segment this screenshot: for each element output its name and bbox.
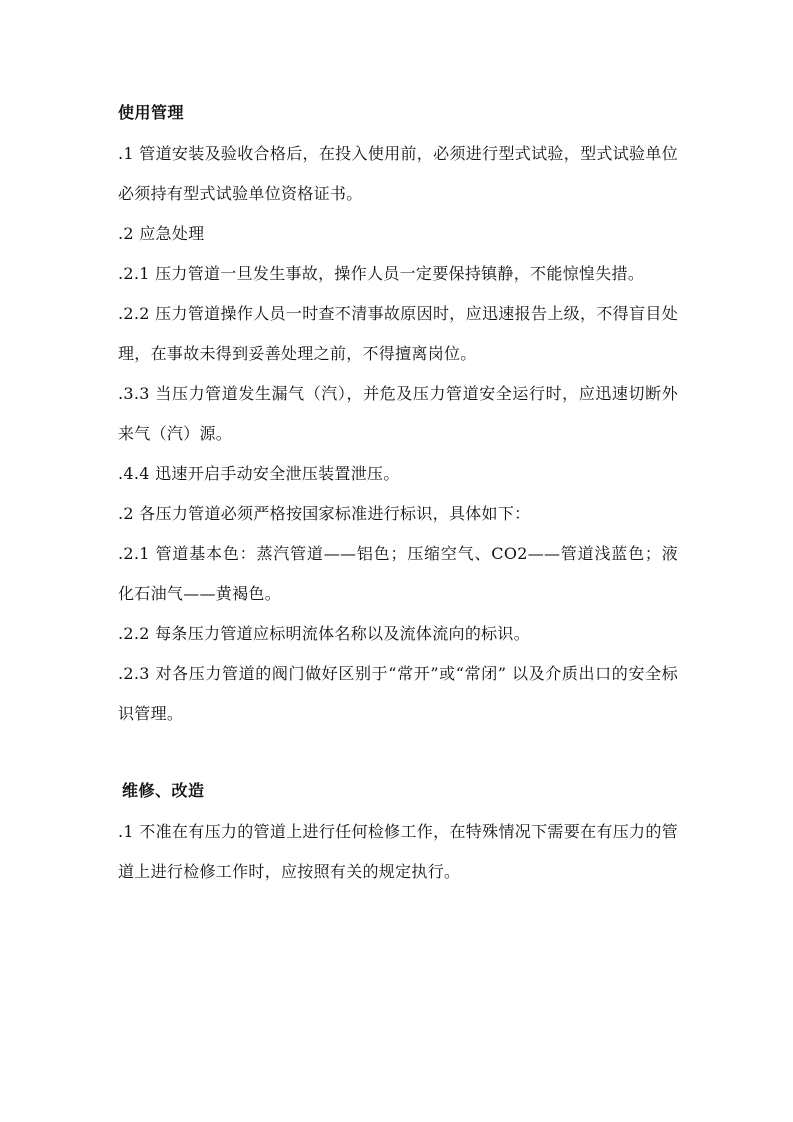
paragraph-2-2-flow: .2.2 每条压力管道应标明流体名称以及流体流向的标识。 — [118, 624, 531, 643]
section-heading-maintenance: 维修、改造 — [122, 781, 205, 800]
paragraph-4-4: .4.4 迅速开启手动安全泄压装置泄压。 — [118, 464, 400, 483]
section-heading-usage-management: 使用管理 — [118, 103, 185, 122]
paragraph-2-marking: .2 各压力管道必须严格按国家标准进行标识，具体如下： — [118, 504, 531, 523]
paragraph-2-1-colors: .2.1 管道基本色：蒸汽管道——铝色；压缩空气、CO2——管道浅蓝色；液化石油气——黄褐色。 — [118, 544, 678, 603]
paragraph-3-3: .3.3 当压力管道发生漏气（汽），并危及压力管道安全运行时，应迅速切断外来气（汽）源。 — [118, 384, 678, 443]
paragraph-2: .2 应急处理 — [118, 224, 205, 243]
paragraph-maintenance-1: .1 不准在有压力的管道上进行任何检修工作，在特殊情况下需要在有压力的管道上进行检修工作时，应按照有关的规定执行。 — [118, 822, 678, 881]
paragraph-2-3-valves: .2.3 对各压力管道的阀门做好区别于“常开”或“常闭” 以及介质出口的安全标识管理。 — [118, 664, 678, 723]
document-body — [118, 100, 678, 892]
paragraph-2-2: .2.2 压力管道操作人员一时查不清事故原因时，应迅速报告上级，不得盲目处理，在事故未得到妥善处理之前，不得擅离岗位。 — [118, 304, 678, 363]
paragraph-2-1: .2.1 压力管道一旦发生事故，操作人员一定要保持镇静，不能惊惶失措。 — [118, 264, 645, 283]
paragraph-1: .1 管道安装及验收合格后，在投入使用前，必须进行型式试验，型式试验单位必须持有型式试验单位资格证书。 — [118, 144, 678, 203]
